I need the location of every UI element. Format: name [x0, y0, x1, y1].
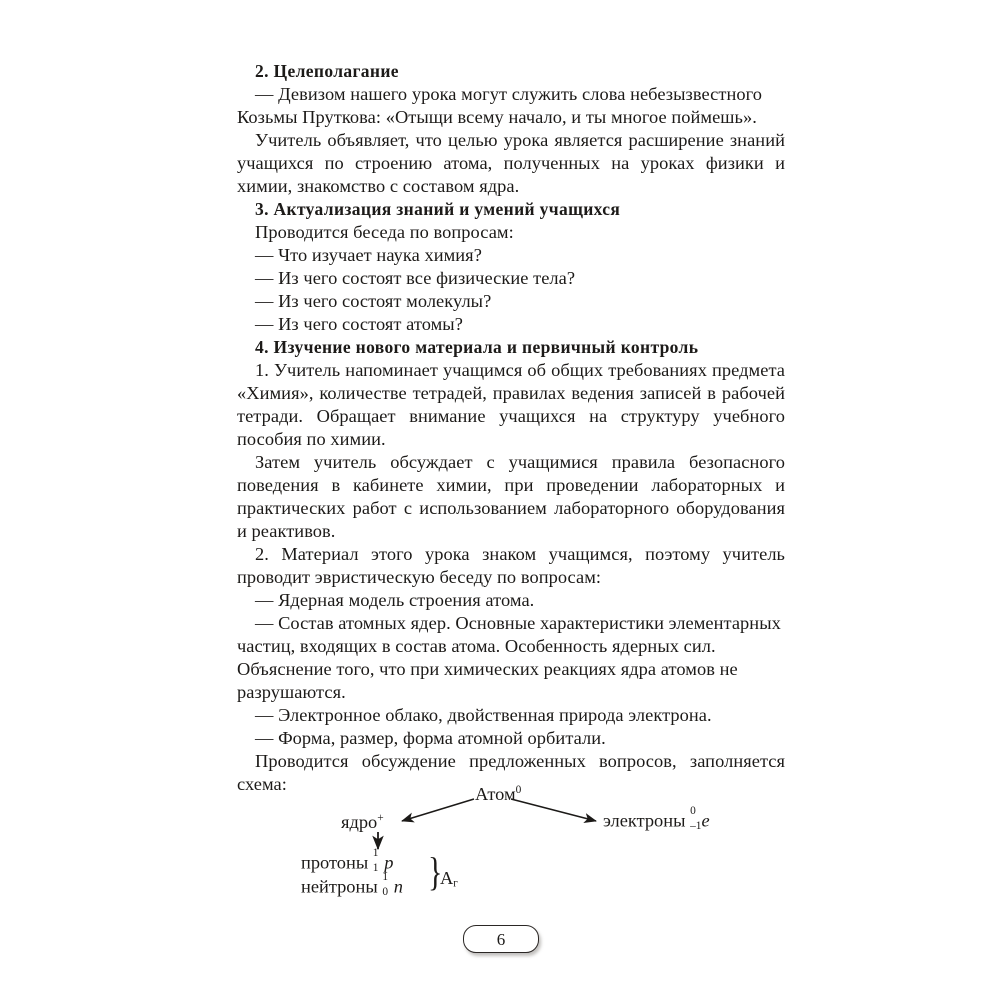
neutron-atomic-number: 0 [382, 886, 389, 899]
topic-item-1: — Ядерная модель строения атома. [255, 590, 535, 610]
proton-mass-number: 1 [372, 847, 379, 860]
diagram-node-nucleus-charge: + [377, 812, 384, 824]
electron-nuclide-indices [690, 805, 702, 833]
page-number-value: 6 [496, 929, 506, 949]
neutron-symbol: n [393, 876, 403, 897]
diagram-node-protons-label: протоны [301, 852, 369, 873]
arrow-atom-to-electrons [511, 799, 596, 821]
question-item-1: — Что изучает наука химия? [255, 245, 482, 265]
diagram-node-neutrons-label: нейтроны [301, 876, 378, 897]
diagram-node-neutrons [301, 871, 403, 899]
paragraph-safety-rules: Затем учитель обсуждает с учащимися правила безопасного поведения в кабинете химии, при проведении лабораторных и практических работ с использованием лабораторного оборудования и реактивов. [237, 452, 785, 541]
text-column [237, 60, 785, 796]
electron-atomic-number: –1 [690, 820, 702, 833]
question-item-2: — Из чего состоят все физические тела? [255, 268, 576, 288]
proton-atomic-number: 1 [372, 862, 379, 875]
question-item-4: — Из чего состоят атомы? [255, 314, 463, 334]
diagram-node-atom [475, 780, 521, 804]
electron-mass-number: 0 [690, 805, 696, 818]
topic-item-4: — Форма, размер, форма атомной орбитали. [255, 728, 606, 748]
section-heading-new-material: 4. Изучение нового материала и первичный контроль [255, 337, 699, 357]
proton-symbol: p [384, 852, 394, 873]
diagram-node-nucleus [341, 808, 384, 832]
section-heading-goal-setting: 2. Целеполагание [255, 61, 399, 81]
paragraph-heuristic-talk: 2. Материал этого урока знаком учащимся, поэтому учитель проводит эвристическую беседу по вопросам: [237, 544, 785, 587]
diagram-node-atom-charge: 0 [515, 784, 522, 796]
question-item-3: — Из чего состоят молекулы? [255, 291, 492, 311]
diagram-node-protons [301, 847, 394, 875]
paragraph-scheme-intro: Проводится обсуждение предложенных вопросов, заполняется схема: [237, 751, 785, 794]
diagram-node-electrons-label: электроны [603, 810, 686, 831]
atom-composition-diagram [237, 780, 785, 905]
paragraph-motto: — Девизом нашего урока могут служить слова небезызвестного Козьмы Пруткова: «Отыщи всему начало, и ты многое поймешь». [237, 84, 763, 127]
diagram-node-electrons [603, 805, 710, 833]
diagram-node-atom-label: Атом [475, 784, 516, 805]
proton-nuclide-indices [372, 847, 384, 875]
topic-item-2: — Состав атомных ядер. Основные характеристики элементарных частиц, входящих в состав атома. Особенность ядерных сил. Объяснение того, что при химических реакциях ядра атомов не разрушаются. [237, 613, 781, 702]
electron-symbol: e [701, 810, 710, 831]
paragraph-discussion-intro: Проводится беседа по вопросам: [255, 222, 514, 242]
topic-item-3: — Электронное облако, двойственная природа электрона. [255, 705, 712, 725]
diagram-node-nucleus-label: ядро [341, 812, 378, 833]
mass-number-symbol: A [440, 868, 454, 888]
paragraph-lesson-goal: Учитель объявляет, что целью урока является расширение знаний учащихся по строению атома, полученных на уроках физики и химии, знакомство с составом ядра. [237, 130, 785, 196]
diagram-brace: } [428, 849, 443, 894]
section-heading-knowledge-update: 3. Актуализация знаний и умений учащихся [255, 199, 621, 219]
mass-number-subscript: г [453, 877, 458, 890]
neutron-nuclide-indices [382, 871, 393, 899]
diagram-mass-number-label [440, 868, 458, 889]
paragraph-requirements: 1. Учитель напоминает учащимся об общих требованиях предмета «Химия», количестве тетрадей, правилах ведения записей в рабочей тетради. Обращает внимание учащихся на структуру учебного пособия по химии. [237, 360, 785, 449]
arrow-atom-to-nucleus [402, 799, 474, 821]
neutron-mass-number: 1 [382, 871, 389, 884]
page-number-badge [463, 925, 539, 953]
